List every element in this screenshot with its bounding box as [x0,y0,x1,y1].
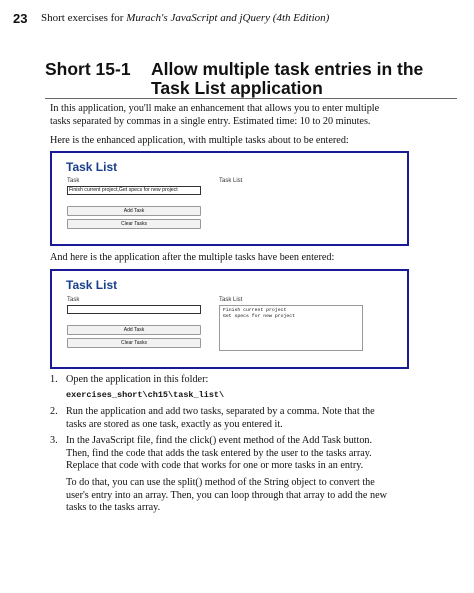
book-title: Murach's JavaScript and jQuery (4th Edition) [126,12,330,24]
task-label: Task [67,178,80,184]
step-2-text: Run the application and add two tasks, separated by a comma. Note that the tasks are stored as one task, exactly as you entered it. [66,406,375,430]
folder-path: exercises_short\ch15\task_list\ [66,390,225,400]
clear-tasks-button[interactable]: Clear Tasks [67,219,201,229]
task-list-textarea[interactable]: Finish current project Get specs for new project [219,305,363,351]
enhanced-caption: Here is the enhanced application, with multiple tasks about to be entered: [50,135,349,146]
add-task-button[interactable]: Add Task [67,206,201,216]
task-label: Task [67,297,80,303]
task-input[interactable]: Finish current project,Get specs for new project [67,186,201,195]
title-divider [45,98,457,99]
step-3-followup: To do that, you can use the split() method of the String object to convert the user's entry into an array. Then, you can loop through that array to add the new tasks to the tasks array. [66,477,387,513]
task-list-label: Task List [219,178,243,184]
page-number: 23 [13,11,28,26]
add-task-button[interactable]: Add Task [67,325,201,335]
step-1-text: Open the application in this folder: [66,374,209,385]
step-1-number: 1. [50,374,58,385]
app-title: Task List [66,160,118,174]
step-2-number: 2. [50,406,58,417]
header-text: Short exercises for Murach's JavaScript and jQuery (4th Edition) [41,12,330,24]
page-header [13,11,463,29]
exercise-title-line2: Task List application [151,78,323,98]
app-screenshot-after [50,269,409,369]
clear-tasks-button[interactable]: Clear Tasks [67,338,201,348]
exercise-title-line1: Allow multiple task entries in the [151,59,424,79]
app-screenshot-before [50,151,409,246]
intro-paragraph: In this application, you'll make an enhancement that allows you to enter multiple tasks separated by commas in a single entry. Estimated time: 10 to 20 minutes. [50,103,380,127]
after-caption: And here is the application after the multiple tasks have been entered: [50,252,335,263]
step-3-number: 3. [50,435,58,446]
task-input[interactable] [67,305,201,314]
step-3-text: In the JavaScript file, find the click() event method of the Add Task button. Then, find the code that adds the task entered by the user to the tasks array. Replace that code with code that works for one or more tasks in an entry. [66,435,373,471]
exercise-number: Short 15-1 [45,59,131,79]
task-list-label: Task List [219,297,243,303]
app-title: Task List [66,278,118,292]
